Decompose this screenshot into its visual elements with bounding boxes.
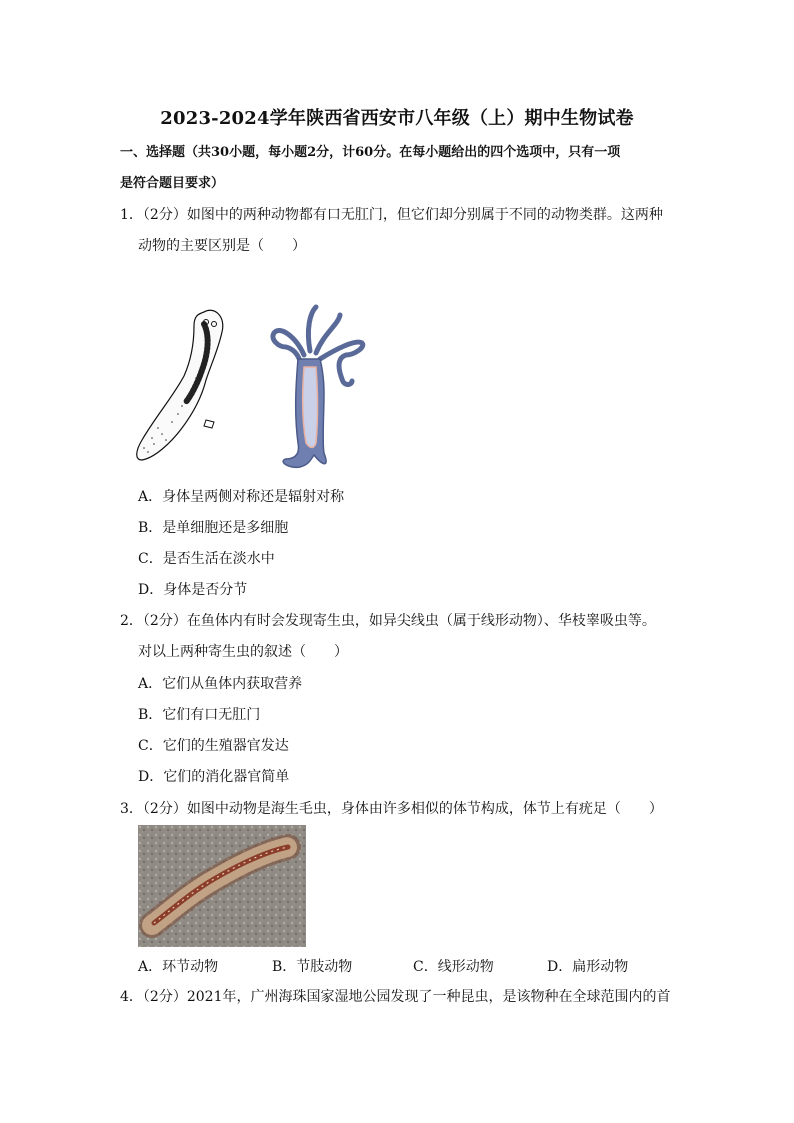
question-text: 在鱼体内有时会发现寄生虫，如异尖线虫（属于线形动物）、华枝睾吸虫等。	[186, 613, 656, 629]
question-3-option-b[interactable]: B．节肢动物	[272, 959, 353, 975]
question-1-option-c[interactable]: C．是否生活在淡水中	[138, 551, 275, 567]
question-1-option-a[interactable]: A．身体呈两侧对称还是辐射对称	[138, 489, 345, 505]
planarian-figure	[132, 302, 232, 467]
question-3-options	[138, 956, 698, 976]
question-2-line2: 对以上两种寄生虫的叙述（ ）	[138, 644, 348, 660]
question-score: （2分）	[142, 613, 187, 629]
question-score: （2分）	[142, 989, 187, 1005]
question-text: 如图中动物是海生毛虫，身体由许多相似的体节构成，体节上有疣足（ ）	[186, 801, 663, 817]
question-2-option-d[interactable]: D．它们的消化器官简单	[138, 769, 290, 785]
question-3-option-a[interactable]: A．环节动物	[138, 959, 219, 975]
question-3-option-d[interactable]: D．扁形动物	[547, 959, 629, 975]
question-number: 4．	[120, 989, 143, 1005]
question-3-line1	[120, 794, 680, 825]
question-2-option-a[interactable]: A．它们从鱼体内获取营养	[138, 676, 303, 692]
question-number: 3．	[120, 801, 143, 817]
question-2-option-b[interactable]: B．它们有口无肛门	[138, 707, 261, 723]
question-2-line1	[120, 606, 680, 637]
question-1-option-d[interactable]: D．身体是否分节	[138, 582, 248, 598]
question-4-line1	[120, 982, 680, 1013]
question-1-option-b[interactable]: B．是单细胞还是多细胞	[138, 520, 289, 536]
question-2-option-c[interactable]: C．它们的生殖器官发达	[138, 738, 289, 754]
question-text: 2021年，广州海珠国家湿地公园发现了一种昆虫，是该物种在全球范围内的首	[186, 989, 671, 1005]
page-title: 2023-2024学年陕西省西安市八年级（上）期中生物试卷	[160, 108, 634, 129]
question-score: （2分）	[142, 801, 187, 817]
sea-worm-photo	[138, 825, 306, 947]
question-text: 如图中的两种动物都有口无肛门，但它们却分别属于不同的动物类群。这两种	[186, 207, 663, 223]
question-score: （2分）	[142, 207, 187, 223]
section-heading-line1: 一、选择题（共30小题，每小题2分，计60分。在每小题给出的四个选项中，只有一项	[120, 145, 621, 160]
section-heading-line2: 是符合题目要求）	[120, 176, 225, 191]
question-number: 2．	[120, 613, 143, 629]
question-1-line1	[120, 200, 680, 231]
question-number: 1．	[120, 207, 143, 223]
question-3-option-c[interactable]: C．线形动物	[413, 959, 494, 975]
question-1-line2: 动物的主要区别是（ ）	[138, 238, 306, 254]
hydra-figure	[266, 303, 368, 471]
